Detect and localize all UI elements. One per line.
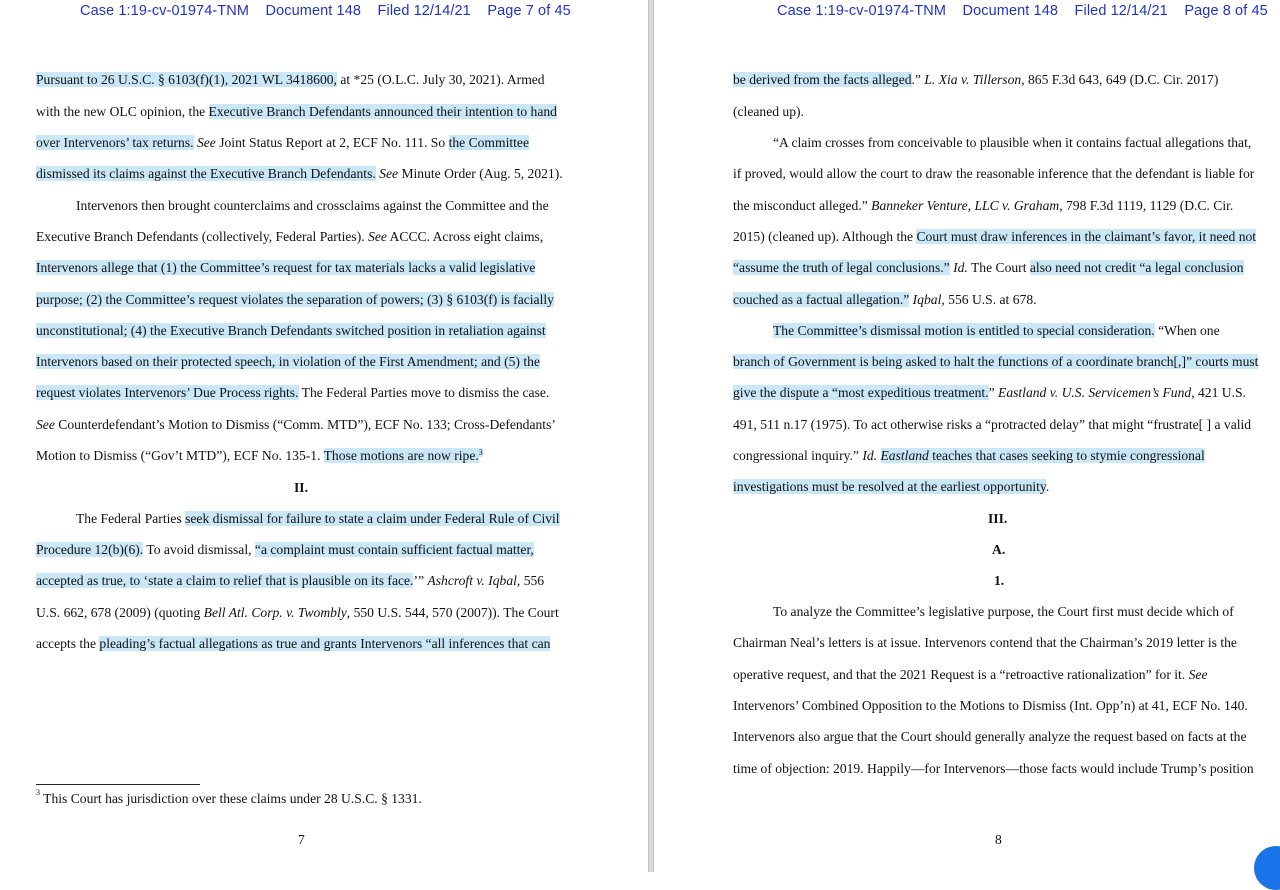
- text-run: U.S. 662, 678 (2009) (quoting: [36, 605, 204, 620]
- text-run: accepts the: [36, 636, 100, 651]
- text-line: [36, 134, 529, 151]
- text-run: ACCC. Across eight claims,: [386, 229, 544, 244]
- text-run: , 865 F.3d 643, 649 (D.C. Cir. 2017): [1021, 72, 1219, 87]
- text-line: [36, 447, 483, 464]
- section-heading-a: A.: [992, 542, 1006, 557]
- text-run: Intervenors also argue that the Court should generally analyze the request based on facts at the: [733, 729, 1247, 744]
- document-page-7: [0, 0, 648, 872]
- text-run: operative request, and that the 2021 Request is a “retroactive rationalization” for it.: [733, 667, 1189, 682]
- text-run: “A claim crosses from conceivable to plausible when it contains factual allegations that,: [773, 135, 1252, 150]
- highlighted-text: Those motions are now ripe.: [323, 448, 479, 463]
- text-run: with the new OLC opinion, the: [36, 104, 209, 119]
- highlighted-text: Eastland: [880, 448, 929, 463]
- document-page-8: [654, 0, 1280, 872]
- text-run: L. Xia v. Tillerson: [924, 72, 1022, 87]
- text-run: Iqbal: [912, 292, 942, 307]
- text-line: [733, 603, 1234, 620]
- text-line: [36, 604, 559, 621]
- highlighted-text: couched as a factual allegation.”: [733, 292, 910, 307]
- page-number: 8: [995, 832, 1002, 847]
- highlighted-text: seek dismissal for failure to state a claim under Federal Rule of Civil: [185, 511, 560, 526]
- text-line: [36, 353, 540, 370]
- text-run: .: [1045, 479, 1050, 494]
- text-line: [733, 353, 1258, 370]
- floating-action-button[interactable]: [1254, 846, 1280, 890]
- highlighted-text: “assume the truth of legal conclusions.”: [733, 260, 950, 275]
- text-run: To analyze the Committee’s legislative purpose, the Court first must decide which of: [773, 604, 1234, 619]
- text-line: [36, 510, 560, 527]
- text-run: 491, 511 n.17 (1975). To act otherwise risks a “protracted delay” that might “frustrate[ ] a valid: [733, 417, 1252, 432]
- text-line: [733, 134, 1251, 151]
- text-run: Ashcroft v. Iqbal: [427, 573, 517, 588]
- highlighted-text: request violates Intervenors’ Due Process rights.: [36, 385, 299, 400]
- text-run: Id.: [953, 260, 968, 275]
- text-line: [733, 165, 1254, 182]
- text-run: ’”: [413, 573, 428, 588]
- highlighted-text: Intervenors allege that (1) the Committee’s request for tax materials lacks a valid legislative: [36, 260, 536, 275]
- text-run: .”: [911, 72, 925, 87]
- highlighted-text: over Intervenors’ tax returns.: [36, 135, 194, 150]
- highlighted-text: be derived from the facts alleged: [733, 72, 912, 87]
- text-run: The Court: [967, 260, 1030, 275]
- text-line: [733, 478, 1049, 495]
- text-run: , 550 U.S. 544, 570 (2007)). The Court: [346, 605, 559, 620]
- text-line: [36, 259, 535, 276]
- text-run: , 421 U.S.: [1191, 385, 1246, 400]
- text-run: time of objection: 2019. Happily—for Intervenors—those facts would include Trump’s position: [733, 761, 1254, 776]
- text-line: [733, 228, 1256, 245]
- text-line: [733, 416, 1251, 433]
- text-line: [733, 634, 1237, 651]
- text-run: Banneker Venture, LLC v. Graham: [871, 198, 1060, 213]
- page-number: 7: [298, 832, 305, 847]
- text-line: [36, 71, 545, 88]
- text-line: [733, 322, 1220, 339]
- text-run: Joint Status Report at 2, ECF No. 111. So: [215, 135, 449, 150]
- text-line: [733, 697, 1248, 714]
- text-line: [36, 384, 549, 401]
- text-line: [733, 760, 1254, 777]
- highlighted-text: investigations must be resolved at the earliest opportunity: [733, 479, 1046, 494]
- text-run: See: [196, 135, 216, 150]
- text-line: [733, 259, 1244, 276]
- text-run: See: [379, 166, 399, 181]
- text-run: To avoid dismissal,: [143, 542, 255, 557]
- section-heading-1: 1.: [994, 573, 1005, 588]
- text-run: See: [1188, 667, 1208, 682]
- text-run: if proved, would allow the court to draw the reasonable inference that the defendant is liable for: [733, 166, 1255, 181]
- text-run: , 556 U.S. at 678.: [941, 292, 1037, 307]
- text-line: [733, 103, 804, 120]
- footnote-rule: [36, 784, 200, 785]
- text-run: Intervenors then brought counterclaims and crossclaims against the Committee and the: [76, 198, 549, 213]
- text-line: [36, 197, 549, 214]
- text-line: [733, 447, 1205, 464]
- text-run: at *25 (O.L.C. July 30, 2021). Armed: [336, 72, 545, 87]
- text-line: [36, 635, 550, 652]
- highlighted-text: 3: [478, 448, 483, 457]
- text-run: The Federal Parties move to dismiss the case.: [298, 385, 550, 400]
- text-line: [733, 291, 1037, 308]
- section-heading-iii: III.: [988, 511, 1008, 526]
- text-line: [733, 384, 1246, 401]
- highlighted-text: Pursuant to 26 U.S.C. § 6103(f)(1), 2021 WL 3418600,: [36, 72, 337, 87]
- highlighted-text: Intervenors based on their protected speech, in violation of the First Amendment; and (5) the: [36, 354, 540, 369]
- text-run: , 798 F.3d 1119, 1129 (D.C. Cir.: [1059, 198, 1234, 213]
- text-line: [733, 666, 1207, 683]
- text-run: , 556: [516, 573, 545, 588]
- highlighted-text: Court must draw inferences in the claimant’s favor, it need not: [916, 229, 1257, 244]
- highlighted-text: pleading’s factual allegations as true and grants Intervenors “all inferences that can: [99, 636, 551, 651]
- text-run: The Federal Parties: [76, 511, 186, 526]
- text-run: Intervenors’ Combined Opposition to the Motions to Dismiss (Int. Opp’n) at 41, ECF No. 140.: [733, 698, 1248, 713]
- text-line: [36, 322, 546, 339]
- text-run: Bell Atl. Corp. v. Twombly: [203, 605, 347, 620]
- section-heading-ii: II.: [294, 480, 308, 495]
- highlighted-text: also need not credit “a legal conclusion: [1029, 260, 1244, 275]
- text-run: Minute Order (Aug. 5, 2021).: [398, 166, 563, 181]
- text-line: [733, 197, 1233, 214]
- text-line: [36, 572, 544, 589]
- text-run: See: [36, 417, 55, 432]
- text-run: 2015) (cleaned up). Although the: [733, 229, 917, 244]
- text-line: [36, 103, 557, 120]
- text-line: [36, 416, 556, 433]
- text-run: Executive Branch Defendants (collectively, Federal Parties).: [36, 229, 369, 244]
- text-line: [733, 728, 1247, 745]
- text-run: (cleaned up).: [733, 104, 804, 119]
- highlighted-text: dismissed its claims against the Executive Branch Defendants.: [36, 166, 376, 181]
- footnote-text: This Court has jurisdiction over these claims under 28 U.S.C. § 1331.: [43, 791, 422, 806]
- highlighted-text: purpose; (2) the Committee’s request violates the separation of powers; (3) § 6103(f) is facially: [36, 292, 554, 307]
- highlighted-text: Procedure 12(b)(6).: [36, 542, 144, 557]
- text-run: congressional inquiry.”: [733, 448, 863, 463]
- highlighted-text: unconstitutional; (4) the Executive Branch Defendants switched position in retaliation against: [36, 323, 546, 338]
- highlighted-text: branch of Government is being asked to halt the functions of a coordinate branch[,]” courts must: [733, 354, 1259, 369]
- case-header: Case 1:19-cv-01974-TNM Document 148 Filed 12/14/21 Page 7 of 45: [80, 3, 571, 19]
- highlighted-text: The Committee’s dismissal motion is entitled to special consideration.: [773, 323, 1155, 338]
- text-line: [36, 165, 563, 182]
- highlighted-text: accepted as true, to ‘state a claim to relief that is plausible on its face.: [36, 573, 414, 588]
- highlighted-text: give the dispute a “most expeditious treatment.: [733, 385, 989, 400]
- highlighted-text: the Committee: [448, 135, 529, 150]
- text-run: Id.: [862, 448, 878, 463]
- text-line: [36, 228, 543, 245]
- highlighted-text: “a complaint must contain sufficient factual matter,: [254, 542, 534, 557]
- text-run: Chairman Neal’s letters is at issue. Intervenors contend that the Chairman’s 2019 letter is the: [733, 635, 1237, 650]
- text-run: ”: [988, 385, 999, 400]
- text-run: Counterdefendant’s Motion to Dismiss (“Comm. MTD”), ECF No. 133; Cross-Defendants’: [54, 417, 556, 432]
- text-run: the misconduct alleged.”: [733, 198, 872, 213]
- text-line: [733, 71, 1218, 88]
- highlighted-text: Executive Branch Defendants announced their intention to hand: [208, 104, 557, 119]
- highlighted-text: teaches that cases seeking to stymie congressional: [928, 448, 1205, 463]
- text-line: [36, 541, 534, 558]
- text-run: [877, 448, 880, 463]
- text-run: See: [368, 229, 387, 244]
- text-run: Eastland v. U.S. Servicemen’s Fund: [998, 385, 1192, 400]
- text-run: “When one: [1154, 323, 1220, 338]
- text-line: [36, 291, 554, 308]
- footnote: [36, 788, 422, 807]
- footnote-number: 3: [36, 788, 40, 797]
- text-run: Motion to Dismiss (“Gov’t MTD”), ECF No. 135-1.: [36, 448, 324, 463]
- case-header: Case 1:19-cv-01974-TNM Document 148 Filed 12/14/21 Page 8 of 45: [777, 3, 1268, 19]
